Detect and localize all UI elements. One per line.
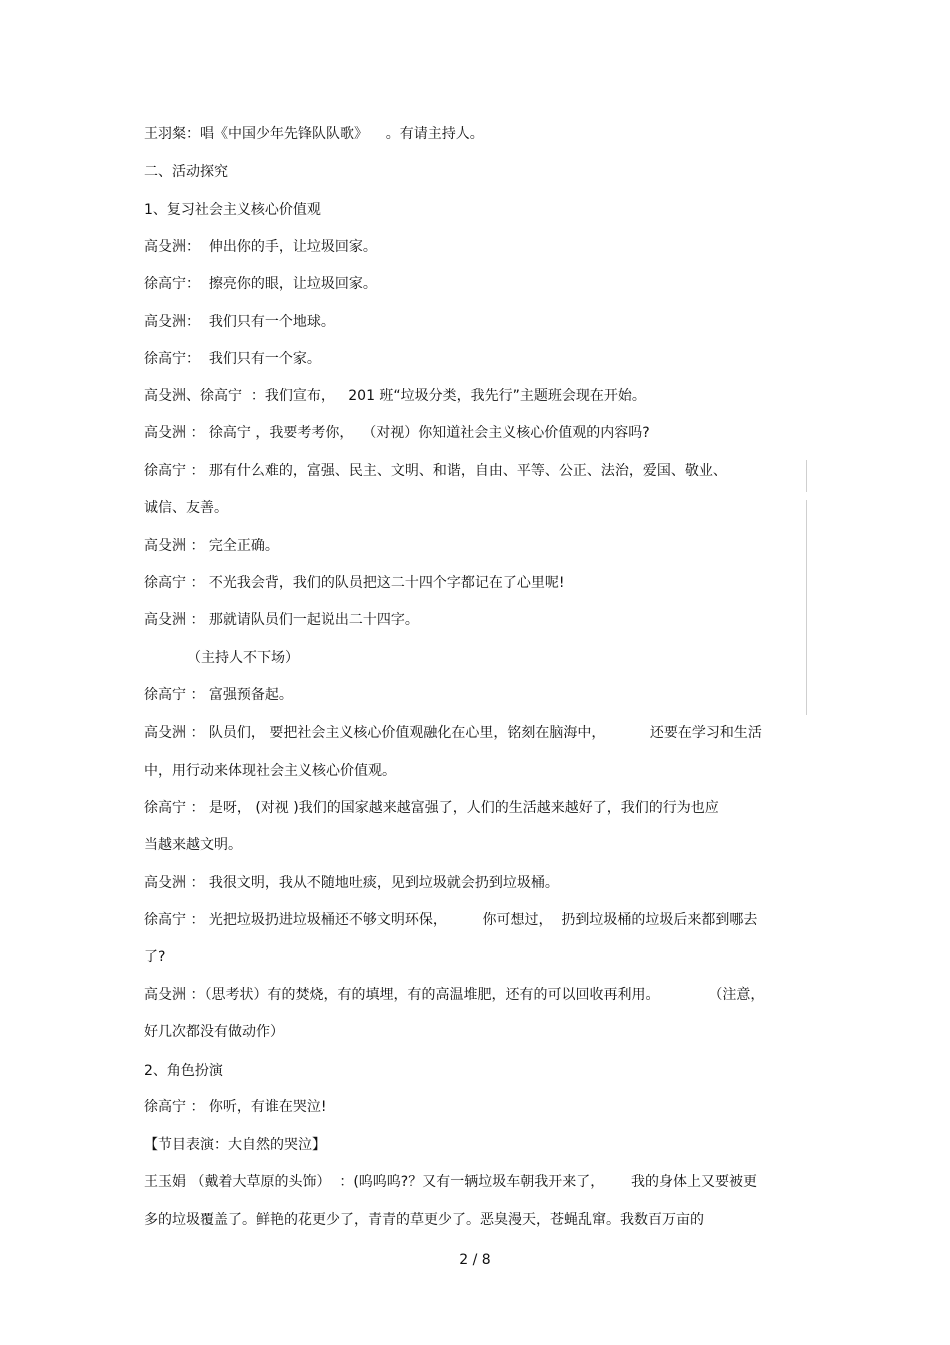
text-line: 了? bbox=[144, 949, 166, 965]
text-line: 当越来越文明。 bbox=[144, 837, 242, 853]
text-line: 高殳洲 ：（思考状）有的焚烧，有的填埋，有的高温堆肥，还有的可以回收再利用。 （注意， bbox=[144, 987, 765, 1003]
subsection-heading: 1、复习社会主义核心价值观 bbox=[144, 202, 321, 218]
text-line: 高殳洲： 我们只有一个地球。 bbox=[144, 314, 335, 330]
stage-direction: （主持人不下场） bbox=[187, 650, 299, 666]
text-line: 徐高宁 ： 那有什么难的，富强、民主、文明、和谐，自由、平等、公正、法治，爱国、敬业、 bbox=[144, 463, 727, 479]
text-line: 高殳洲 ： 徐高宁 ，我要考考你， （对视）你知道社会主义核心价值观的内容吗? bbox=[144, 425, 650, 441]
text-line: 王玉娟 （戴着大草原的头饰） ：(呜呜呜?？又有一辆垃圾车朝我开来了， 我的身体上又要被更 bbox=[144, 1174, 757, 1190]
text-line: 多的垃圾覆盖了。鲜艳的花更少了，青青的草更少了。恶臭漫天，苍蝇乱窜。我数百万亩的 bbox=[144, 1212, 704, 1228]
text-line: 高殳洲： 伸出你的手，让垃圾回家。 bbox=[144, 239, 377, 255]
text-line: 徐高宁： 擦亮你的眼，让垃圾回家。 bbox=[144, 276, 377, 292]
text-line: 徐高宁 ： 不光我会背，我们的队员把这二十四个字都记在了心里呢! bbox=[144, 575, 565, 591]
program-title: 【节目表演：大自然的哭泣】 bbox=[144, 1137, 326, 1153]
text-line: 好几次都没有做动作） bbox=[144, 1024, 284, 1040]
subsection-heading: 2、角色扮演 bbox=[144, 1063, 223, 1079]
text-line: 徐高宁 ： 光把垃圾扔进垃圾桶还不够文明环保， 你可想过， 扔到垃圾桶的垃圾后来都到哪去 bbox=[144, 912, 758, 928]
text-line: 中，用行动来体现社会主义核心价值观。 bbox=[144, 763, 396, 779]
text-line: 高殳洲、徐高宁 ：我们宣布， 201 班“垃圾分类，我先行”主题班会现在开始。 bbox=[144, 388, 646, 404]
text-line: 王羽粲：唱《中国少年先锋队队歌》 。有请主持人。 bbox=[144, 126, 484, 142]
text-line: 高殳洲 ： 那就请队员们一起说出二十四字。 bbox=[144, 612, 419, 628]
margin-rule-2 bbox=[806, 500, 807, 715]
page-number: 2 / 8 bbox=[459, 1252, 491, 1268]
text-line: 徐高宁： 我们只有一个家。 bbox=[144, 351, 321, 367]
text-line: 高殳洲 ： 完全正确。 bbox=[144, 538, 279, 554]
text-line: 高殳洲 ： 我很文明，我从不随地吐痰，见到垃圾就会扔到垃圾桶。 bbox=[144, 875, 559, 891]
text-line: 高殳洲 ： 队员们， 要把社会主义核心价值观融化在心里，铭刻在脑海中， 还要在学习和生活 bbox=[144, 725, 762, 741]
text-line: 诚信、友善。 bbox=[144, 500, 228, 516]
text-line: 徐高宁 ： 富强预备起。 bbox=[144, 687, 293, 703]
text-line: 徐高宁 ： 你听，有谁在哭泣! bbox=[144, 1099, 327, 1115]
margin-rule-1 bbox=[806, 460, 807, 492]
section-heading: 二、活动探究 bbox=[144, 164, 228, 180]
text-line: 徐高宁 ： 是呀， (对视 )我们的国家越来越富强了，人们的生活越来越好了，我们的行为也应 bbox=[144, 800, 719, 816]
